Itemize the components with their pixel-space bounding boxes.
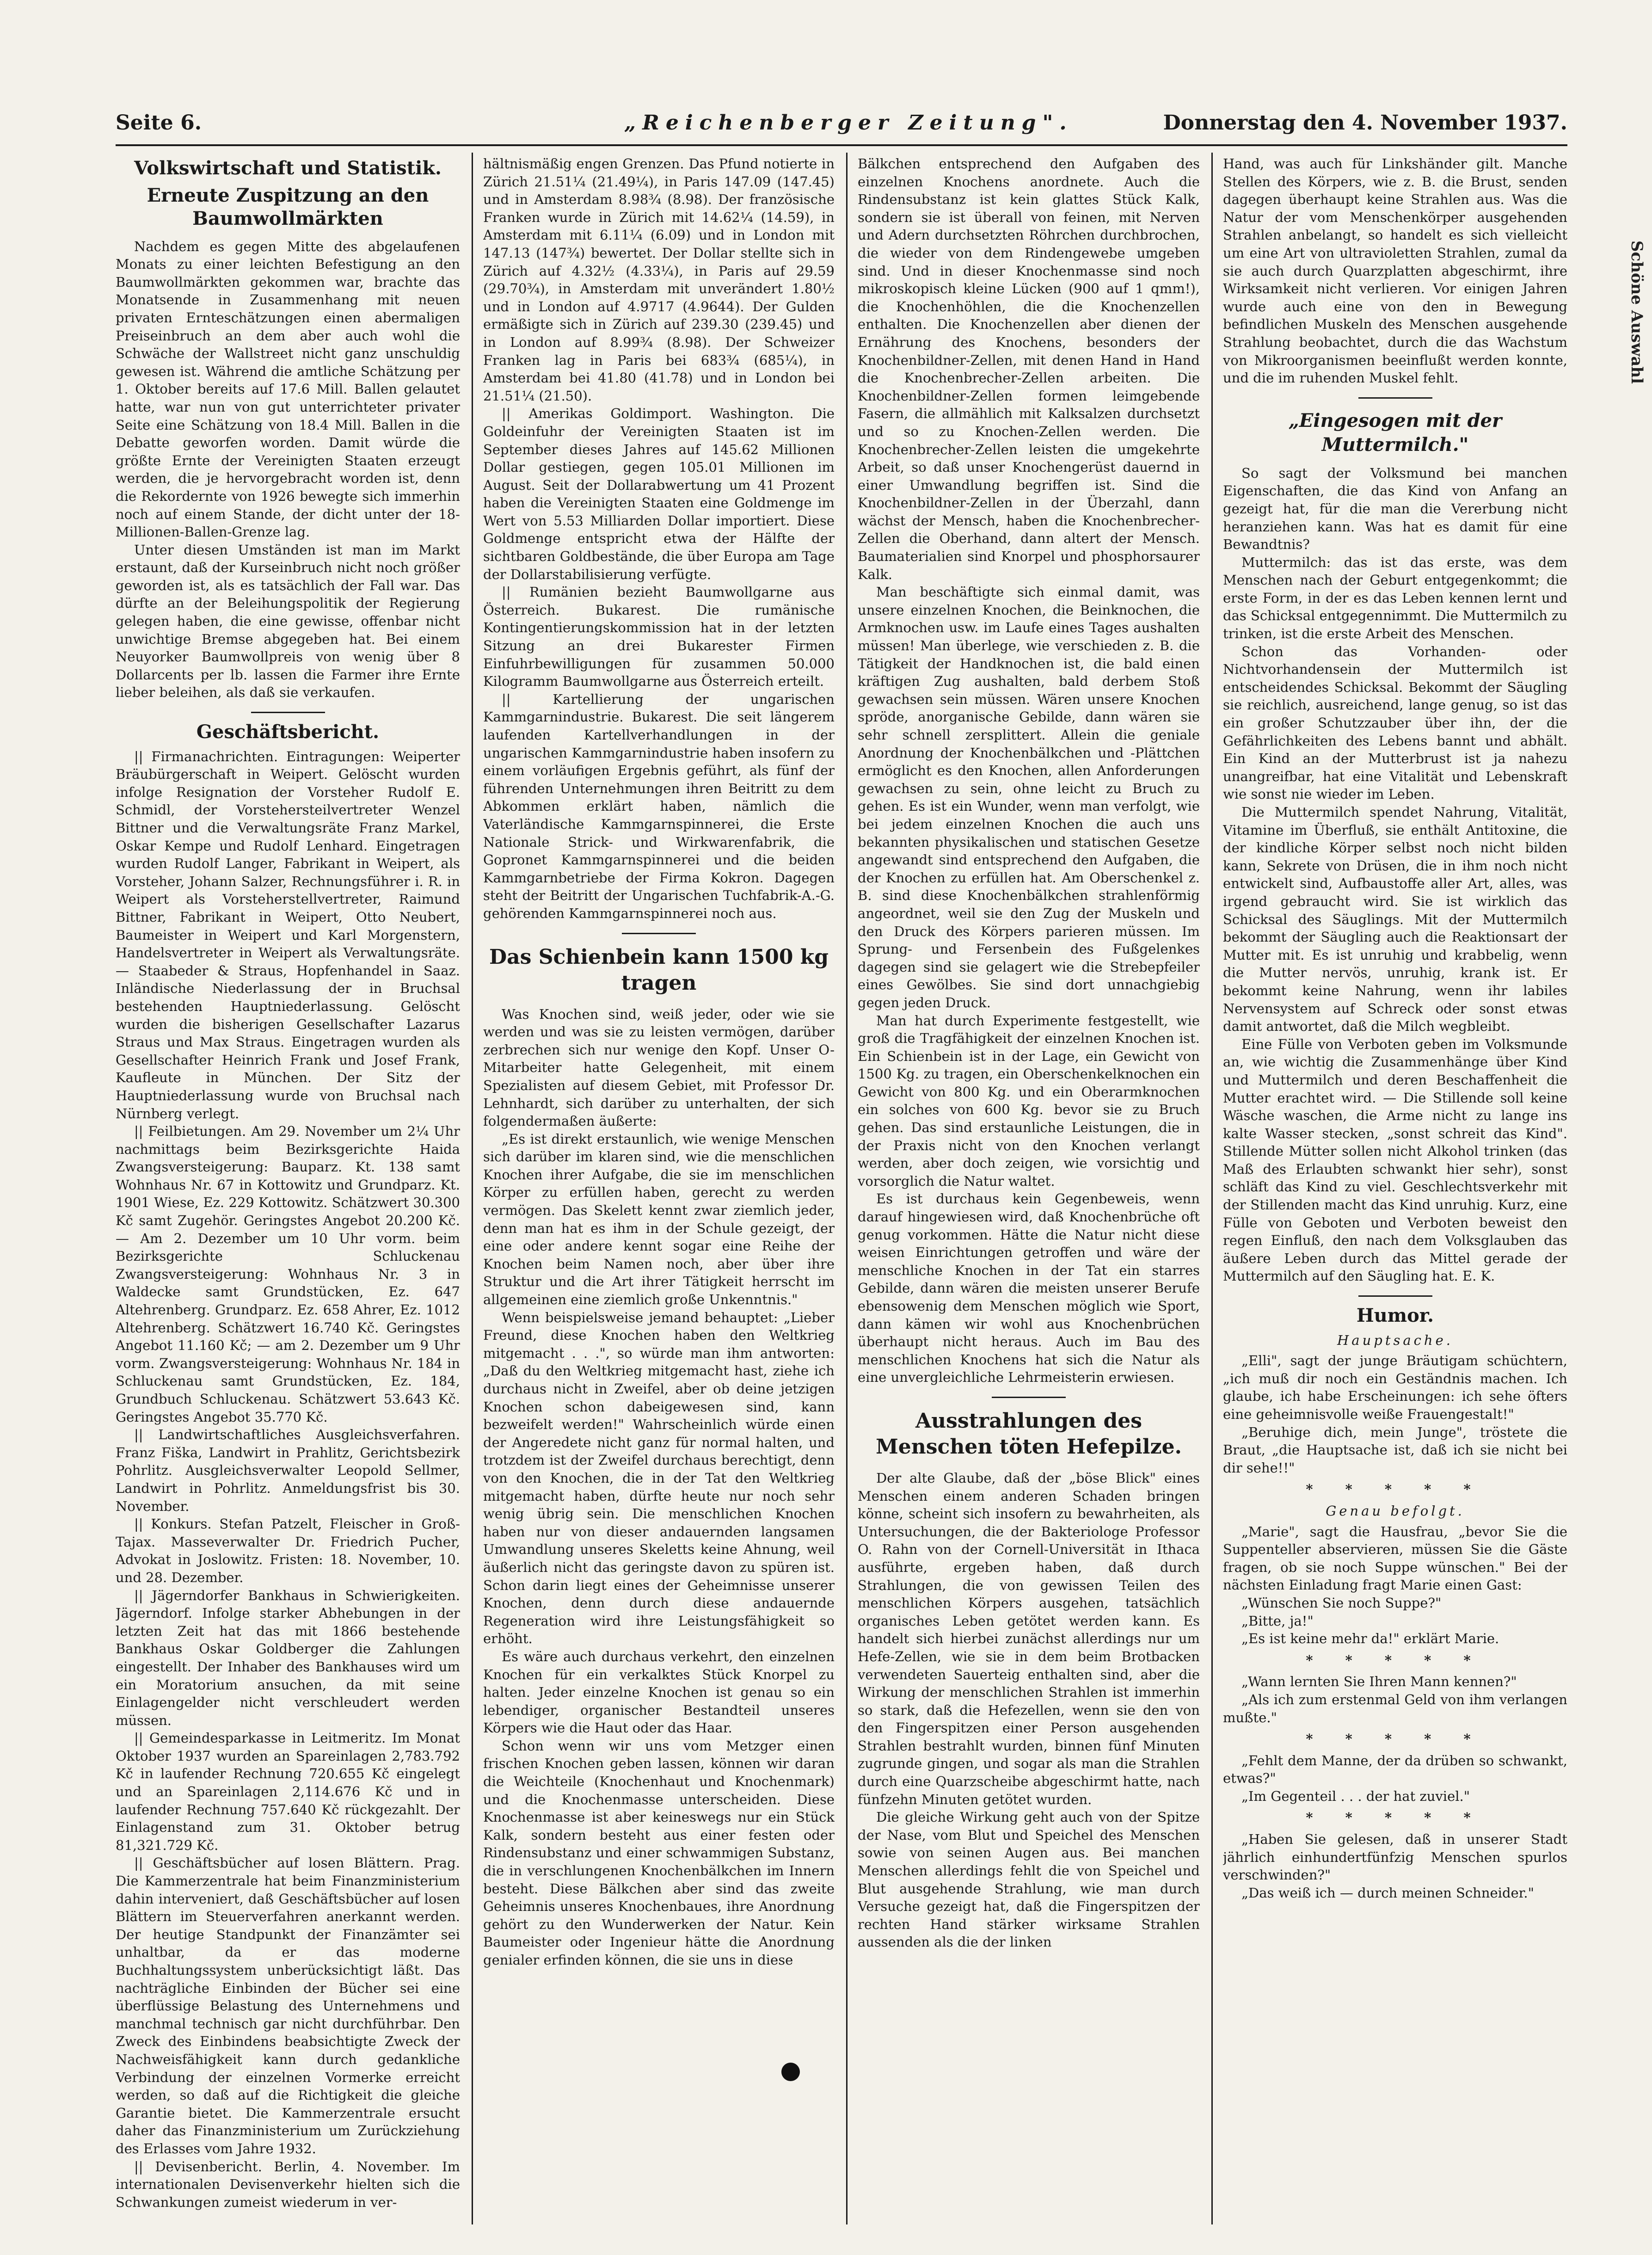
header-rule (116, 144, 1567, 146)
column-4 (1223, 155, 1567, 2227)
joke-paragraph: „Haben Sie gelesen, daß in unserer Stadt jährlich einhundertfünfzig Menschen spurlos verschwinden?" (1223, 1831, 1567, 1883)
article-paragraph: Hand, was auch für Linkshänder gilt. Manche Stellen des Körpers, wie z. B. die Brust, senden dagegen überhaupt keine Strahlen aus. Was die Natur der vom Menschenkörper ausgehenden Strahlen anbelangt, so handelt es sich vielleicht um eine Art von ultravioletten Strahlen, zumal da sie auch durch Quarzplatten abgeschirmt, ihre Wirksamkeit nicht verlieren. Vor einigen Jahren wurde auch eine von den in Bewegung befindlichen Muskeln des Menschen ausgehende Strahlung beobachtet, durch die das Wachstum von Mikroorganismen beeinflußt werden konnte, und die im ruhenden Muskel fehlt. (1223, 156, 1567, 386)
article-paragraph: Es ist durchaus kein Gegenbeweis, wenn darauf hingewiesen wird, daß Knochenbrüche oft genug vorkommen. Hätte die Natur nicht diese weisen Einrichtungen getroffen und wäre der menschliche Knochen in der Tat ein starres Gebilde, dann wären die meisten unserer Berufe ebensowenig dem Menschen möglich wie Sport, dann kämen wir wohl aus Knochenbrüchen überhaupt nicht heraus. Auch im Bau des menschlichen Knochens hat sich die Natur als eine unvergleichliche Lehrmeisterin erwiesen. (858, 1191, 1200, 1386)
article-title-radiation: Ausstrahlungen des Menschen töten Hefepilze. (876, 1409, 1182, 1459)
divider (251, 712, 325, 713)
ink-blot (781, 2063, 800, 2081)
article-paragraph: Die Muttermilch spendet Nahrung, Vitalität, Vitamine im Überfluß, sie enthält Antitoxine, die der kindliche Körper selbst noch nicht bilden kann, Sekrete von Drüsen, die in ihm noch nicht entwickelt sind, Aufbaustoffe aller Art, alles, was irgend gebraucht wird. Sie ist wirklich das Schicksal des Säuglings. Mit der Muttermilch bekommt der Säugling auch die Reaktionsart der Mutter mit. Es ist unruhig und krabbelig, wenn die Mutter nervös, unruhig, krank ist. Er bekommt keine Nahrung, wenn ihr labiles Nervensystem auf Schreck oder sonst etwas damit antwortet, daß die Milch wegbleibt. (1223, 804, 1567, 1035)
joke-paragraph: „Wann lernten Sie Ihren Mann kennen?" (1241, 1674, 1517, 1690)
article-paragraph: || Landwirtschaftliches Ausgleichsverfahren. Franz Fiška, Landwirt in Prahlitz, Gerichtsbezirk Pohrlitz. Ausgleichsverwalter Leopold Sellmer, Landwirt in Pohrlitz. Anmeldungsfrist bis 30. November. (116, 1427, 460, 1514)
article-paragraph: Die gleiche Wirkung geht auch von der Spitze der Nase, vom Blut und Speichel des Menschen sowie von seinen Augen aus. Bei manchen Menschen allerdings fehlt die von Speichel und Blut ausgehende Strahlung, wie man durch Versuche gezeigt hat, daß die Fingerspitzen der rechten Hand stärker wirksame Strahlen aussenden als die der linken (858, 1809, 1200, 1950)
article-paragraph: Bälkchen entsprechend den Aufgaben des einzelnen Knochens anordnete. Auch die Rindensubstanz ist kein glattes Stück Kalk, sondern sie ist überall von feinen, mit Nerven und Adern durchsetzten Röhrchen durchbrochen, die wieder von dem Rindengewebe umgeben sind. Und in dieser Knochenmasse sind noch mikroskopisch kleine Lücken (900 auf 1 qmm!), die Knochenhöhlen, die die Knochenzellen enthalten. Die Knochenzellen aber dienen der Ernährung des Knochens, besonders der Knochenbildner-Zellen, mit denen Hand in Hand die Knochenbrecher-Zellen arbeiten. Die Knochenbildner-Zellen formen leimgebende Fasern, die allmählich mit Kalksalzen durchsetzt und so zu Knochen-Zellen werden. Die Knochenbrecher-Zellen leisten die umgekehrte Arbeit, so daß unser Knochengerüst dauernd in einer Umwandlung begriffen ist. Sind die Knochenbildner-Zellen in der Überzahl, dann wächst der Mensch, haben die Knochenbrecher-Zellen die Oberhand, dann altert der Mensch. Baumaterialien sind Knorpel und phosphorsaurer Kalk. (858, 156, 1200, 582)
article-paragraph: Schon das Vorhanden- oder Nichtvorhandensein der Muttermilch ist entscheidendes Schicksal. Bekommt der Säugling sie reichlich, ausreichend, lange genug, so ist das ein großer Schutzzauber über ihn, der die Gefährlichkeiten des Lebens bannt und abhält. Ein Kind an der Mutterbrust ist ja nahezu unangreifbar, hat eine Vitalität und Lebenskraft wie sonst nie wieder im Leben. (1223, 643, 1567, 802)
article-paragraph: hältnismäßig engen Grenzen. Das Pfund notierte in Zürich 21.51¼ (21.49¼), in Paris 147.09 (147.45) und in Amsterdam 8.98¾ (8.98). Der französische Franken wurde in Zürich mit 14.62¼ (14.59), in Amsterdam mit 6.11¼ (6.09) und in London mit 147.13 (147¾) bewertet. Der Dollar stellte sich in Zürich auf 4.32½ (4.33¼), in Paris auf 29.59 (29.70¾), in Amsterdam mit unverändert 1.80½ und in London auf 4.9717 (4.9644). Der Gulden ermäßigte sich in Zürich auf 239.30 (239.45) und in London auf 8.99¾ (8.98). Der Schweizer Franken lag in Paris bei 683¾ (685¼), in Amsterdam bei 41.80 (41.78) und in London bei 21.51¼ (21.50). (483, 156, 835, 404)
joke-paragraph: „Fehlt dem Manne, der da drüben so schwankt, etwas?" (1223, 1752, 1567, 1787)
article-paragraph: Nachdem es gegen Mitte des abgelaufenen Monats zu einer leichten Befestigung an den Baumwollmärkten gekommen war, brachte das Monatsende in Zusammenhang mit neuen privaten Ernteschätzungen einen abermaligen Preiseinbruch an dem aber auch wohl die Schwäche der Wallstreet nicht ganz unschuldig gewesen ist. Während die amtliche Schätzung per 1. Oktober bereits auf 17.6 Mill. Ballen gelautet hatte, war nun von gut unterrichteter privater Seite eine Schätzung von 18.4 Mill. Ballen in die Debatte geworfen worden. Damit würde die größte Ernte der Vereinigten Staaten erzeugt werden, die je hervorgebracht worden ist, denn die Rekordernte von 1926 bewegte sich immerhin noch auf einem Stande, der dicht unter der 18-Millionen-Ballen-Grenze lag. (116, 238, 460, 540)
article-paragraph: So sagt der Volksmund bei manchen Eigenschaften, die das Kind von Anfang an gezeigt hat, für die man die Vererbung nicht heranziehen kann. Was hat es damit für eine Bewandtnis? (1223, 465, 1567, 553)
joke-title: Genau befolgt. (1326, 1503, 1465, 1519)
article-paragraph: || Konkurs. Stefan Patzelt, Fleischer in Groß-Tajax. Masseverwalter Dr. Friedrich Pucher, Advokat in Joslowitz. Fristen: 18. November, 10. und 28. Dezember. (116, 1516, 460, 1585)
column-2 (483, 155, 835, 2227)
issue-date: Donnerstag den 4. November 1937. (1163, 111, 1567, 135)
page-number: Seite 6. (116, 111, 202, 135)
article-paragraph: Schon wenn wir uns vom Metzger einen frischen Knochen geben lassen, können wir daran die Weichteile (Knochenhaut und Knochenmark) und die Knochenmasse unterscheiden. Diese Knochenmasse ist aber keineswegs nur ein Stück Kalk, sondern besteht aus einer festen oder Rindensubstanz und einer schwammigen Substanz, die in verschlungenen Knochenbälkchen im Innern besteht. Diese Bälkchen aber sind das zweite Geheimnis unseres Knochenbaues, ihre Anordnung gehört zu den Wunderwerken der Natur. Kein Baumeister oder Ingenieur hätte die Anordnung genialer erfinden können, die sie uns in diese (483, 1737, 835, 1968)
article-paragraph: || Geschäftsbücher auf losen Blättern. Prag. Die Kammerzentrale hat beim Finanzministerium dahin interveniert, daß Geschäftsbücher auf losen Blättern im Steuerverfahren anerkannt werden. Der heutige Standpunkt der Finanzämter sei unhaltbar, da er das moderne Buchhaltungssystem unberücksichtigt läßt. Das nachträgliche Einbinden der Bücher sei eine überflüssige Belastung des Unternehmens und manchmal technisch gar nicht durchführbar. Den Zweck des Einbindens beabsichtigte Zweck der Nachweisfähigkeit kann durch gedankliche Verbindung der einzelnen Vormerke erreicht werden, so daß auf die Richtigkeit die gleiche Garantie bietet. Die Kammerzentrale ersucht daher das Finanzministerium um Zurückziehung des Erlasses vom Jahre 1932. (116, 1855, 460, 2156)
article-paragraph: || Feilbietungen. Am 29. November um 2¼ Uhr nachmittags beim Bezirksgerichte Haida Zwangsversteigerung: Bauparz. Kt. 138 samt Wohnhaus Nr. 67 in Kottowitz und Grundparz. Kt. 1901 Wiese, Ez. 229 Kottowitz. Schätzwert 30.300 Kč samt Zugehör. Geringstes Angebot 20.200 Kč. — Am 2. Dezember um 10 Uhr vorm. beim Bezirksgerichte Schluckenau Zwangsversteigerung: Wohnhaus Nr. 3 in Waldecke samt Grundstücken, Ez. 647 Altehrenberg. Grundparz. Ez. 658 Ahrer, Ez. 1012 Altehrenberg. Schätzwert 16.740 Kč. Geringstes Angebot 11.160 Kč; — am 2. Dezember um 9 Uhr vorm. Zwangsversteigerung: Wohnhaus Nr. 184 in Schluckenau samt Grundstücken, Ez. 184, Grundbuch Schluckenau. Schätzwert 53.643 Kč. Geringstes Angebot 35.770 Kč. (116, 1123, 460, 1425)
article-paragraph: || Rumänien bezieht Baumwollgarne aus Österreich. Bukarest. Die rumänische Kontingentierungskommission hat in der letzten Sitzung an drei Bukarester Firmen Einfuhrbewilligungen für zusammen 50.000 Kilogramm Baumwollgarne aus Österreich erteilt. (483, 584, 835, 690)
column-3 (858, 155, 1200, 2227)
section-heading-business: Geschäftsbericht. (196, 721, 380, 743)
star-separator: * * * * * (1306, 1652, 1485, 1668)
divider (1358, 397, 1432, 399)
joke-paragraph: „Als ich zum erstenmal Geld von ihm verlangen mußte." (1223, 1691, 1567, 1725)
joke-title: Hauptsache. (1337, 1332, 1453, 1348)
article-paragraph: Es wäre auch durchaus verkehrt, den einzelnen Knochen für ein verkalktes Stück Knorpel zu halten. Jeder einzelne Knochen ist genau so ein lebendiger, organischer Bestandteil unseres Körpers wie die Haut oder das Haar. (483, 1648, 835, 1736)
article-paragraph: || Firmanachrichten. Eintragungen: Weiperter Bräubürgerschaft in Weipert. Gelöscht wurden infolge Resignation der Vorsteher Rudolf E. Schmidl, der Vorstehersteilvertreter Wenzel Bittner und die Verwaltungsräte Franz Markel, Oskar Kempe und Rudolf Lenhard. Eingetragen wurden Rudolf Langer, Fabrikant in Weipert, als Vorsteher, Johann Salzer, Rechnungsführer i. R. in Weipert als Vorsteherstellvertreter, Raimund Bittner, Fabrikant in Weipert, Otto Neubert, Baumeister in Weipert und Karl Morgenstern, Handelsvertreter in Weipert als Verwaltungsräte. — Staabeder & Straus, Hopfenhandel in Saaz. Inländische Niederlassung der in Bruchsal bestehenden Hauptniederlassung. Gelöscht wurden die bisherigen Gesellschafter Lazarus Straus und Max Straus. Eingetragen wurden als Gesellschafter Heinrich Frank und Josef Frank, Kaufleute in München. Der Sitz der Hauptniederlassung wurde von Bruchsal nach Nürnberg verlegt. (116, 748, 460, 1121)
article-paragraph: Man beschäftigte sich einmal damit, was unsere einzelnen Knochen, die Beinknochen, die Armknochen usw. im Laufe eines Tages aushalten müssen! Man überlege, wie verschieden z. B. die Tätigkeit der Handknochen ist, die bald einen kräftigen Zug aushalten, bald derbem Stoß gewachsen sein müssen. Wären unsere Knochen spröde, anorganische Gebilde, dann wären sie sehr schnell zersplittert. Allein die geniale Anordnung der Knochenbälkchen und -Plättchen ermöglicht es den Knochen, allen Anforderungen gewachsen zu sein, ohne leicht zu Bruch zu gehen. Es ist ein Wunder, wenn man verfolgt, wie bei jedem einzelnen Knochen die auch uns bekannten physikalischen und statischen Gesetze angewandt sind entsprechend den Aufgaben, die der Knochen zu erfüllen hat. Am Oberschenkel z. B. sind diese Knochenbälkchen strahlenförmig angeordnet, weil sie den Zug der Muskeln und den Druck des Körpers parieren müssen. Im Sprung- und Fersenbein des Fußgelenkes dagegen sind sie gelagert wie die Strebepfeiler eines Gewölbes. Sie sind dort unnachgiebig gegen jeden Druck. (858, 584, 1200, 1010)
article-paragraph: Eine Fülle von Verboten geben im Volksmunde an, wie wichtig die Zusammenhänge über Kind und Muttermilch und deren Beschaffenheit die Mutter erachtet wird. — Die Stillende soll keine Wäsche waschen, die Arme nicht zu lange ins kalte Wasser stecken, „sonst schreit das Kind". Stillende Mütter sollen nicht Alkohol trinken (das Maß des Erlaubten schwankt hier sehr), sonst schläft das Kind zu viel. Geschlechtsverkehr mit der Stillenden macht das Kind unruhig. Kurz, eine Fülle von Geboten und Verboten beweist den regen Einfluß, den nach dem Volksglauben das äußere Leben durch das Mittel gerade der Muttermilch auf den Säugling hat. E. K. (1223, 1036, 1567, 1284)
section-heading-humor: Humor. (1356, 1305, 1434, 1327)
article-paragraph: „Es ist direkt erstaunlich, wie wenige Menschen sich darüber im klaren sind, wie die menschlichen Knochen ihrer Aufgabe, die sie im menschlichen Körper zu erfüllen haben, gerecht zu werden vermögen. Das Skelett kennt zwar ziemlich jeder, denn man hat es ihm in der Schule gezeigt, der eine oder andere kennt sogar eine Reihe der Knochen beim Namen noch, aber über ihre Struktur und die Art ihrer Tätigkeit herrscht im allgemeinen eine ziemlich große Unkenntnis." (483, 1131, 835, 1308)
star-separator: * * * * * (1306, 1810, 1485, 1826)
article-paragraph: Wenn beispielsweise jemand behauptet: „Lieber Freund, diese Knochen haben den Weltkrieg mitgemacht . . .", so würde man ihm antworten: „Daß du den Weltkrieg mitgemacht hast, ziehe ich durchaus nicht in Zweifel, aber ob deine jetzigen Knochen schon dabeigewesen sind, kann bezweifelt werden!" Wahrscheinlich würde einen der Angeredete nicht ganz für normal halten, und trotzdem ist der Zweifel durchaus berechtigt, denn von den Knochen, die in der Tat den Weltkrieg mitgemacht haben, dürfte heute nur noch sehr wenig übrig sein. Die menschlichen Knochen haben nur von dieser andauernden langsamen Umwandlung unseres Skeletts keine Ahnung, weil äußerlich nicht das geringste davon zu spüren ist. Schon darin liegt eines der Geheimnisse unserer Knochen, denn durch diese andauernde Regeneration wird ihre Leistungsfähigkeit so erhöht. (483, 1309, 835, 1647)
joke-paragraph: „Elli", sagt der junge Bräutigam schüchtern, „ich muß dir noch ein Geständnis machen. Ich glaube, ich habe Erscheinungen: ich sehe öfters eine geheimnisvolle weiße Frauengestalt!" (1223, 1353, 1567, 1422)
joke-paragraph: „Beruhige dich, mein Junge", tröstete die Braut, „die Hauptsache ist, daß ich sie nicht bei dir sehe!!" (1223, 1424, 1567, 1476)
column-1 (116, 155, 460, 2227)
article-title-cotton: Erneute Zuspitzung an den Baumwollmärkten (147, 184, 429, 229)
joke-paragraph: „Wünschen Sie noch Suppe?" (1241, 1595, 1442, 1611)
divider (1358, 1295, 1432, 1297)
article-paragraph: Was Knochen sind, weiß jeder, oder wie sie werden und was sie zu leisten vermögen, darüber zerbrechen sich nur wenige den Kopf. Unser O-Mitarbeiter hatte Gelegenheit, mit einem Spezialisten auf diesem Gebiet, mit Professor Dr. Lehnhardt, sich darüber zu unterhalten, der sich folgendermaßen äußerte: (483, 1006, 835, 1129)
joke-paragraph: „Im Gegenteil . . . der hat zuviel." (1241, 1788, 1470, 1804)
article-paragraph: || Jägerndorfer Bankhaus in Schwierigkeiten. Jägerndorf. Infolge starker Abhebungen in der letzten Zeit hat das mit 1866 bestehende Bankhaus Oskar Goldberger die Zahlungen eingestellt. Der Inhaber des Bankhauses wird um ein Moratorium ansuchen, da mit seine Einlagengelder nicht verschleudert werden müssen. (116, 1587, 460, 1728)
column-divider-1 (472, 153, 473, 2224)
adjacent-page-edge-text: Schöne Auswahl (1627, 240, 1646, 384)
article-title-shinbone: Das Schienbein kann 1500 kg tragen (489, 945, 829, 995)
article-paragraph: || Gemeindesparkasse in Leitmeritz. Im Monat Oktober 1937 wurden an Spareinlagen 2,783.792 Kč in laufender Rechnung 720.655 Kč eingelegt und an Spareinlagen 2,114.676 Kč und in laufender Rechnung 757.640 Kč rückgezahlt. Der Einlagenstand zum 31. Oktober betrug 81,321.729 Kč. (116, 1730, 460, 1853)
newspaper-name: „Reichenberger Zeitung". (624, 111, 1073, 135)
star-separator: * * * * * (1306, 1481, 1485, 1497)
section-heading-economy: Volkswirtschaft und Statistik. (134, 157, 442, 179)
star-separator: * * * * * (1306, 1731, 1485, 1747)
page-header (116, 111, 1567, 143)
joke-paragraph: „Das weiß ich — durch meinen Schneider." (1241, 1885, 1534, 1901)
joke-paragraph: „Marie", sagt die Hausfrau, „bevor Sie die Suppenteller abservieren, müssen Sie die Gäste fragen, ob sie noch Suppe wünschen." Bei der nächsten Einladung fragt Marie einen Gast: (1223, 1523, 1567, 1593)
joke-paragraph: „Bitte, ja!" (1241, 1613, 1314, 1629)
article-paragraph: || Amerikas Goldimport. Washington. Die Goldeinfuhr der Vereinigten Staaten ist im September dieses Jahres auf 145.62 Millionen Dollar gestiegen, gegen 105.01 Millionen im August. Seit der Dollarabwertung um 41 Prozent haben die Vereinigten Staaten eine Goldmenge im Wert von 5.53 Milliarden Dollar importiert. Diese Goldmenge entspricht etwa der Hälfte der sichtbaren Goldbestände, die über Europa am Tage der Dollarstabilisierung verfügte. (483, 406, 835, 582)
article-paragraph: Muttermilch: das ist das erste, was dem Menschen nach der Geburt entgegenkommt; die erste Form, in der es das Leben kennen lernt und das Schicksal entgegennimmt. Die Muttermilch zu trinken, ist die erste Arbeit des Menschen. (1223, 554, 1567, 642)
article-paragraph: || Kartellierung der ungarischen Kammgarnindustrie. Bukarest. Die seit längerem laufenden Kartellverhandlungen in der ungarischen Kammgarnindustrie haben insofern zu einem vorläufigen Ergebnis geführt, als fünf der führenden Unternehmungen ihren Beitritt zu dem Abkommen erklärt haben, nämlich die Vaterländische Kammgarnspinnerei, die Erste Nationale Strick- und Wirkwarenfabrik, die Gopronet Kammgarnspinnerei und die beiden Kammgarnbetriebe der Firma Kokron. Dagegen steht der Beitritt der Ungarischen Tuchfabrik-A.-G. gehörenden Kammgarnspinnerei noch aus. (483, 691, 835, 921)
divider (992, 1397, 1066, 1398)
article-paragraph: Der alte Glaube, daß der „böse Blick" eines Menschen einem anderen Schaden bringen könne, scheint sich insofern zu bewahrheiten, als Untersuchungen, die der Bakteriologe Professor O. Rahn von der Cornell-Universität in Ithaca ausführte, ergeben haben, daß durch Strahlungen, die von gewissen Teilen des menschlichen Körpers ausgehen, tatsächlich organisches Leben getötet werden kann. Es handelt sich hierbei zunächst allerdings nur um Hefe-Zellen, wie sie in dem beim Brotbacken verwendeten Sauerteig enthalten sind, aber die Wirkung der menschlichen Strahlen ist immerhin so stark, daß die Hefezellen, wenn sie den von den Fingerspitzen einer Person ausgehenden Strahlen bestrahlt wurden, binnen fünf Minuten zugrunde gingen, und sogar als man die Strahlen durch eine Quarzscheibe abgeschirmt hatte, nach fünfzehn Minuten getötet wurden. (858, 1470, 1200, 1807)
article-title-mothermilk: „Eingesogen mit der Muttermilch." (1288, 409, 1502, 456)
column-divider-3 (1211, 153, 1213, 2224)
article-paragraph: Unter diesen Umständen ist man im Markt erstaunt, daß der Kurseinbruch nicht noch größer geworden ist, als es tatsächlich der Fall war. Das dürfte an der Beleihungspolitik der Regierung gelegen haben, die eine gewisse, offenbar nicht unwichtige Bremse abgegeben hat. Bei einem Neuyorker Baumwollpreis von wenig über 8 Dollarcents per lb. lassen die Farmer ihre Ernte lieber beleihen, als daß sie verkaufen. (116, 542, 460, 701)
joke-paragraph: „Es ist keine mehr da!" erklärt Marie. (1241, 1631, 1499, 1647)
column-divider-2 (846, 153, 847, 2224)
article-paragraph: || Devisenbericht. Berlin, 4. November. Im internationalen Devisenverkehr hielten sich die Schwankungen zumeist wiederum in ver- (116, 2158, 460, 2210)
article-paragraph: Man hat durch Experimente festgestellt, wie groß die Tragfähigkeit der einzelnen Knochen ist. Ein Schienbein ist in der Lage, ein Gewicht von 1500 Kg. zu tragen, ein Oberschenkelknochen ein Gewicht von 800 Kg. und ein Oberarmknochen ein solches von 600 Kg. bevor sie zu Bruch gehen. Das sind erstaunliche Leistungen, die in der Praxis nicht von den Knochen verlangt werden, aber doch zeigen, wie vorsichtig und vorsorglich die Natur waltet. (858, 1012, 1200, 1189)
divider (622, 933, 696, 934)
